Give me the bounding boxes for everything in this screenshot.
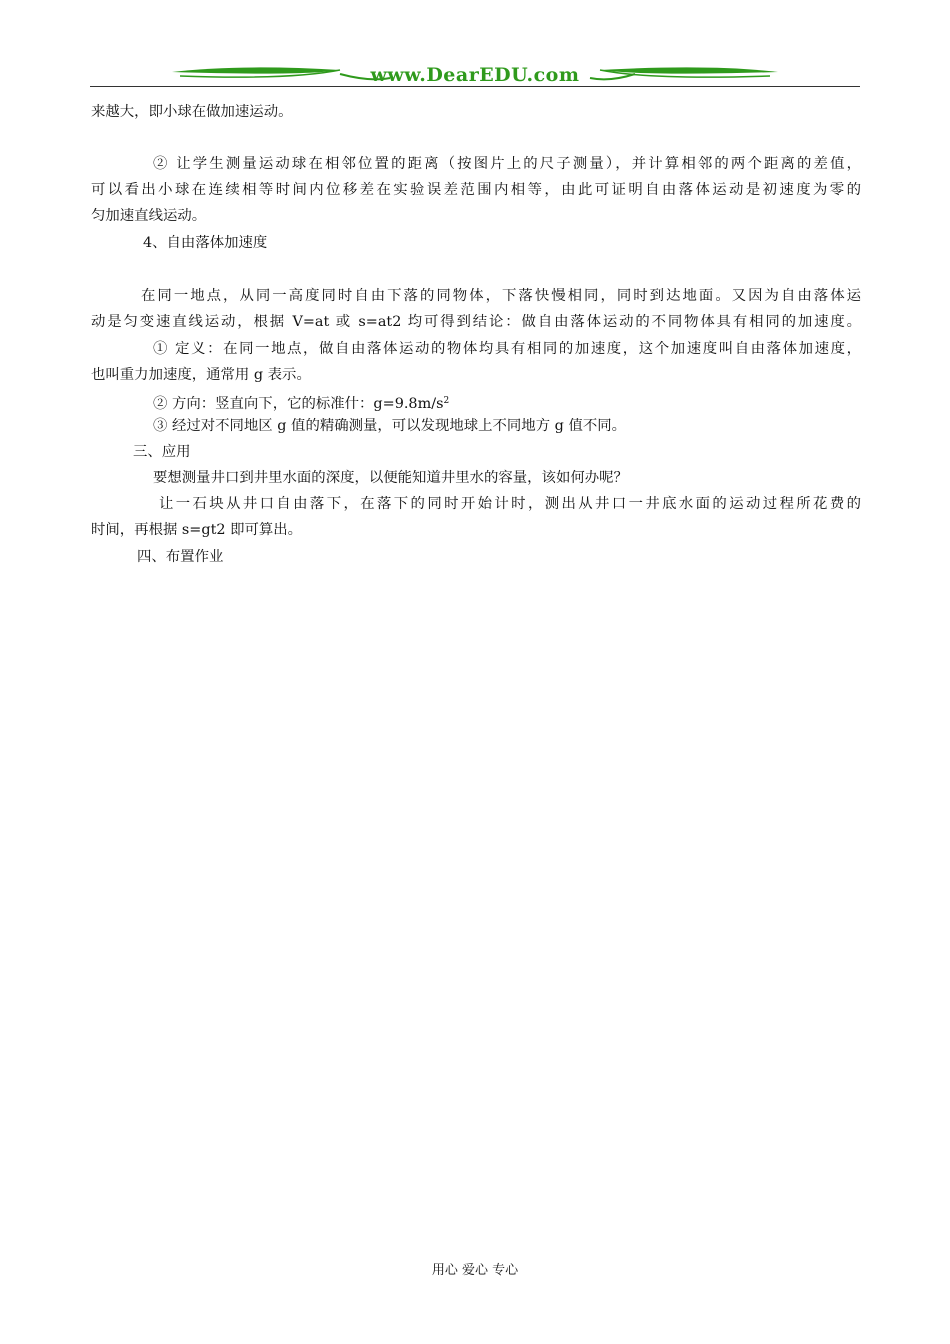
site-logo[interactable]: www.DearEDU.com	[370, 64, 580, 86]
paragraph-4-line-1: ① 定义：在同一地点，做自由落体运动的物体均具有相同的加速度，这个加速度叫自由落体加速度，	[153, 341, 861, 357]
header-divider	[90, 86, 860, 87]
superscript-2: 2	[443, 396, 450, 406]
paragraph-4-line-2: 也叫重力加速度，通常用 g 表示。	[91, 367, 311, 383]
paragraph-6: ③ 经过对不同地区 g 值的精确测量，可以发现地球上不同地方 g 值不同。	[153, 418, 627, 434]
paragraph-2-line-2: 可以看出小球在连续相等时间内位移差在实验误差范围内相等，由此可证明自由落体运动是初速度为零的	[91, 182, 861, 198]
page-footer: 用心 爱心 专心	[431, 1263, 519, 1278]
paragraph-8-line-2: 时间，再根据 s=gt2 即可算出。	[91, 522, 303, 538]
paragraph-5-text: ② 方向：竖直向下，它的标准什：g=9.8m/s	[153, 396, 444, 412]
paragraph-3-line-1: 在同一地点，从同一高度同时自由下落的同物体，下落快慢相同，同时到达地面。又因为自由落体运	[141, 288, 861, 304]
paragraph-2-line-1: ② 让学生测量运动球在相邻位置的距离（按图片上的尺子测量），并计算相邻的两个距离的差值，	[153, 156, 861, 172]
section-heading-last: 四、布置作业	[137, 549, 224, 565]
section-heading-4: 4、自由落体加速度	[143, 235, 268, 251]
paragraph-8-line-1: 让一石块从井口自由落下，在落下的同时开始计时，测出从井口一井底水面的运动过程所花费的	[159, 496, 861, 512]
paragraph-7: 要想测量井口到井里水面的深度，以便能知道井里水的容量，该如何办呢？	[153, 470, 628, 486]
section-heading-3: 三、应用	[133, 444, 191, 460]
paragraph-2-line-3: 匀加速直线运动。	[91, 208, 207, 224]
paragraph-1: 来越大，即小球在做加速运动。	[91, 104, 293, 120]
paragraph-3-line-2: 动是匀变速直线运动，根据 V=at 或 s=at2 均可得到结论：做自由落体运动的不同物体具有相同的加速度。	[91, 314, 861, 330]
